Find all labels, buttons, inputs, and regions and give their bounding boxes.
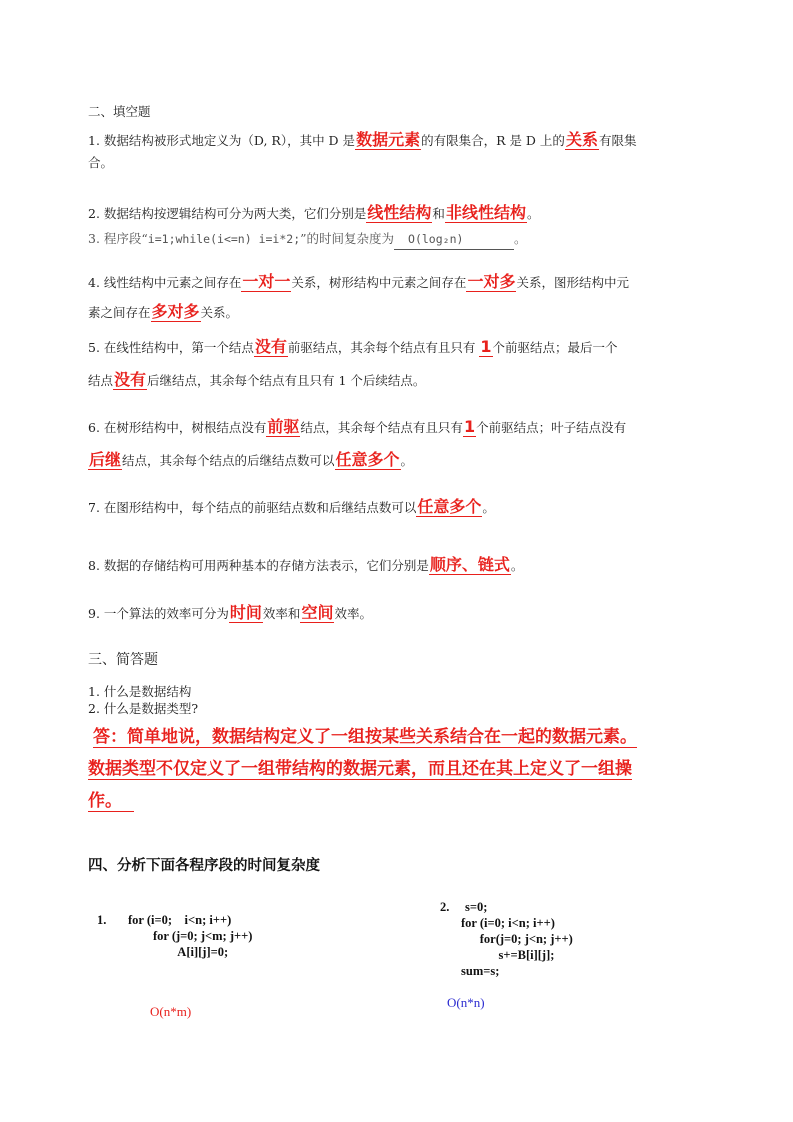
section3-q2: 2. 什么是数据类型?	[88, 701, 199, 716]
question-text: 的有限集合，R 是 D 上的	[421, 133, 565, 148]
answer-blank: 顺序、链式	[429, 555, 510, 574]
q3-suffix: 。	[514, 231, 527, 246]
question-text: 8. 数据的存储结构可用两种基本的存储方法表示，它们分别是	[88, 558, 429, 573]
answer-blank: 1	[480, 337, 492, 356]
answer-text: 答：简单地说，数据结构定义了一组按某些关系结合在一起的数据元素。	[93, 727, 637, 747]
question-text: 。	[482, 500, 495, 515]
answer-blank: 前驱	[267, 417, 300, 436]
question-text: 关系。	[200, 305, 239, 320]
question-text: 前驱结点，其余每个结点有且只有	[287, 340, 480, 355]
question-text: 关系，树形结构中元素之间存在	[291, 275, 467, 290]
question-text: 有限集	[598, 133, 637, 148]
q9-line	[88, 603, 372, 624]
answer-blank: 数据元素	[356, 130, 421, 149]
answer-blank: 空间	[301, 603, 334, 622]
question-text: 结点，其余每个结点的后继结点数可以	[122, 453, 335, 468]
answer-blank: 任意多个	[417, 497, 482, 516]
question-text: 结点，其余每个结点有且只有	[300, 420, 463, 435]
question-text: 关系，图形结构中元	[516, 275, 629, 290]
q4-line2	[88, 302, 238, 323]
code-line: sum=s;	[461, 964, 500, 978]
q2-line	[88, 203, 539, 224]
section2-title: 二、填空题	[88, 104, 151, 119]
q7-line	[88, 497, 495, 518]
answer-line2	[88, 757, 632, 781]
answer-text: 作。	[88, 791, 134, 812]
question-text: 。	[400, 453, 414, 468]
program1-number: 1.	[97, 913, 107, 927]
section3-title: 三、简答题	[88, 652, 158, 668]
code-line: for (i=0; i<n; i++)	[128, 913, 232, 927]
question-text: 。	[510, 558, 524, 573]
question-text: 素之间存在	[88, 305, 151, 320]
q5-line2	[88, 370, 425, 391]
section4-title: 四、分析下面各程序段的时间复杂度	[88, 858, 320, 874]
answer-blank: 后继	[89, 450, 122, 469]
answer-blank: 没有	[114, 370, 147, 389]
q3-answer: O(log₂n)	[394, 229, 514, 250]
answer-line3	[88, 789, 134, 813]
question-text: 2. 数据结构按逻辑结构可分为两大类，它们分别是	[88, 206, 367, 221]
q6-line1	[88, 417, 626, 438]
answer-blank: 任意多个	[335, 450, 400, 469]
answer-blank: 关系	[565, 130, 598, 149]
answer-text: 数据类型不仅定义了一组带结构的数据元素，而且还在其上定义了一组操	[88, 759, 632, 779]
q3-mid: ”的时间复杂度为	[300, 231, 395, 246]
q1-line1	[88, 130, 636, 151]
answer-blank: 1	[463, 417, 476, 436]
code-line: A[i][j]=0;	[128, 945, 229, 959]
code-line: for (i=0; i<n; i++)	[461, 916, 555, 930]
question-text: 。	[526, 206, 540, 221]
answer-line1	[93, 725, 637, 749]
question-text: 1. 数据结构被形式地定义为（D, R），其中 D 是	[88, 133, 356, 148]
question-text: 个前驱结点；叶子结点没有	[476, 420, 627, 435]
program1-answer: O(n*m)	[150, 1004, 192, 1019]
q4-line1	[88, 272, 629, 293]
q8-line	[88, 555, 523, 576]
program1-code	[128, 912, 252, 960]
question-text: 后继结点，其余每个结点有且只有 1 个后续结点。	[147, 373, 426, 388]
q3-line	[88, 229, 527, 250]
question-text: 7. 在图形结构中，每个结点的前驱结点数和后继结点数可以	[88, 500, 417, 515]
answer-blank: 没有	[254, 337, 287, 356]
program2-code	[461, 899, 573, 979]
answer-blank: 一对一	[242, 272, 291, 291]
question-text: 9. 一个算法的效率可分为	[88, 606, 229, 621]
code-line: for (j=0; j<m; j++)	[128, 929, 253, 943]
q3-code: i=1;while(i<=n) i=i*2;	[147, 232, 301, 246]
answer-blank: 时间	[229, 603, 262, 622]
q3-prefix: 3. 程序段“	[88, 231, 148, 246]
question-text: 和	[432, 206, 445, 221]
q1-line2	[88, 153, 113, 173]
question-text: 效率。	[334, 606, 372, 621]
question-text: 合。	[88, 155, 114, 170]
code-line: s=0;	[465, 900, 488, 914]
q5-line1	[88, 337, 618, 358]
question-text: 效率和	[262, 606, 301, 621]
question-text: 6. 在树形结构中，树根结点没有	[88, 420, 267, 435]
question-text: 5. 在线性结构中，第一个结点	[88, 340, 254, 355]
q6-line2	[88, 450, 413, 471]
program2-answer: O(n*n)	[447, 995, 485, 1010]
answer-blank: 一对多	[467, 272, 516, 291]
question-text: 结点	[88, 373, 114, 388]
program2-number: 2.	[440, 900, 450, 914]
question-text: 4. 线性结构中元素之间存在	[88, 275, 242, 290]
answer-blank: 线性结构	[367, 203, 432, 222]
answer-blank: 非线性结构	[445, 203, 526, 222]
section3-q1: 1. 什么是数据结构	[88, 684, 192, 699]
answer-blank: 多对多	[151, 302, 200, 321]
code-line: s+=B[i][j];	[461, 948, 555, 962]
code-line: for(j=0; j<n; j++)	[461, 932, 573, 946]
question-text: 个前驱结点；最后一个	[492, 340, 618, 355]
